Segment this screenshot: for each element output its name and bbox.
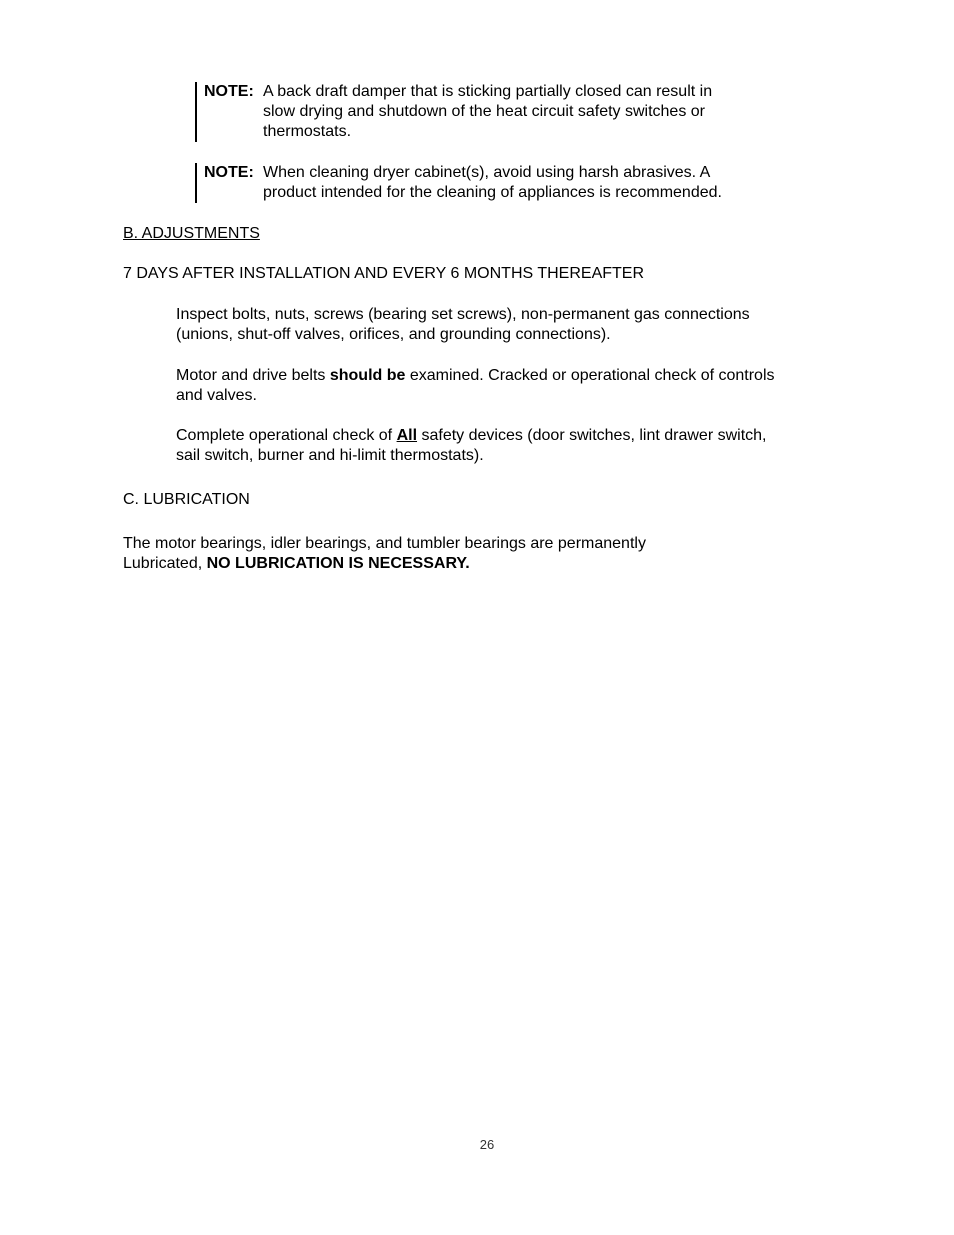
note-line: thermostats. — [263, 123, 352, 140]
text-run: Lubricated, — [123, 555, 207, 572]
note-line: When cleaning dryer cabinet(s), avoid using harsh abrasives. A — [263, 164, 711, 181]
bold-text: should be — [329, 367, 406, 384]
paragraph-line: sail switch, burner and hi-limit thermostats). — [176, 447, 484, 464]
paragraph-line: The motor bearings, idler bearings, and tumbler bearings are permanently — [123, 535, 646, 552]
paragraph-line: and valves. — [176, 387, 257, 404]
paragraph-line: Inspect bolts, nuts, screws (bearing set screws), non-permanent gas connections — [176, 306, 750, 323]
paragraph-safety-devices — [176, 426, 856, 466]
note-cleaning-cabinet — [195, 163, 794, 203]
paragraph-inspect-bolts — [176, 305, 856, 345]
text-run: examined. Cracked or operational check of controls — [405, 367, 775, 384]
paragraph-motor-belts — [176, 366, 856, 406]
section-b-subheading: 7 DAYS AFTER INSTALLATION AND EVERY 6 MONTHS THEREAFTER — [123, 265, 645, 282]
paragraph-line — [176, 366, 856, 386]
section-c-heading: C. LUBRICATION — [123, 491, 250, 508]
text-run: Complete operational check of — [176, 427, 397, 444]
page-number: 26 — [479, 1137, 495, 1152]
paragraph-lubrication — [123, 534, 843, 574]
section-b-heading: B. ADJUSTMENTS — [123, 225, 260, 242]
note-label: NOTE: — [204, 164, 254, 181]
paragraph-line — [123, 554, 843, 574]
note-label: NOTE: — [204, 83, 254, 100]
note-line: slow drying and shutdown of the heat circuit safety switches or — [263, 103, 705, 120]
bold-underlined-text: All — [396, 427, 418, 444]
paragraph-line — [176, 426, 856, 446]
note-line: A back draft damper that is sticking partially closed can result in — [263, 83, 713, 100]
text-run: Motor and drive belts — [176, 367, 330, 384]
note-back-draft-damper — [195, 82, 794, 142]
text-run: safety devices (door switches, lint drawer switch, — [417, 427, 767, 444]
note-line: product intended for the cleaning of appliances is recommended. — [263, 184, 722, 201]
paragraph-line: (unions, shut-off valves, orifices, and grounding connections). — [176, 326, 611, 343]
bold-text: NO LUBRICATION IS NECESSARY. — [206, 555, 470, 572]
